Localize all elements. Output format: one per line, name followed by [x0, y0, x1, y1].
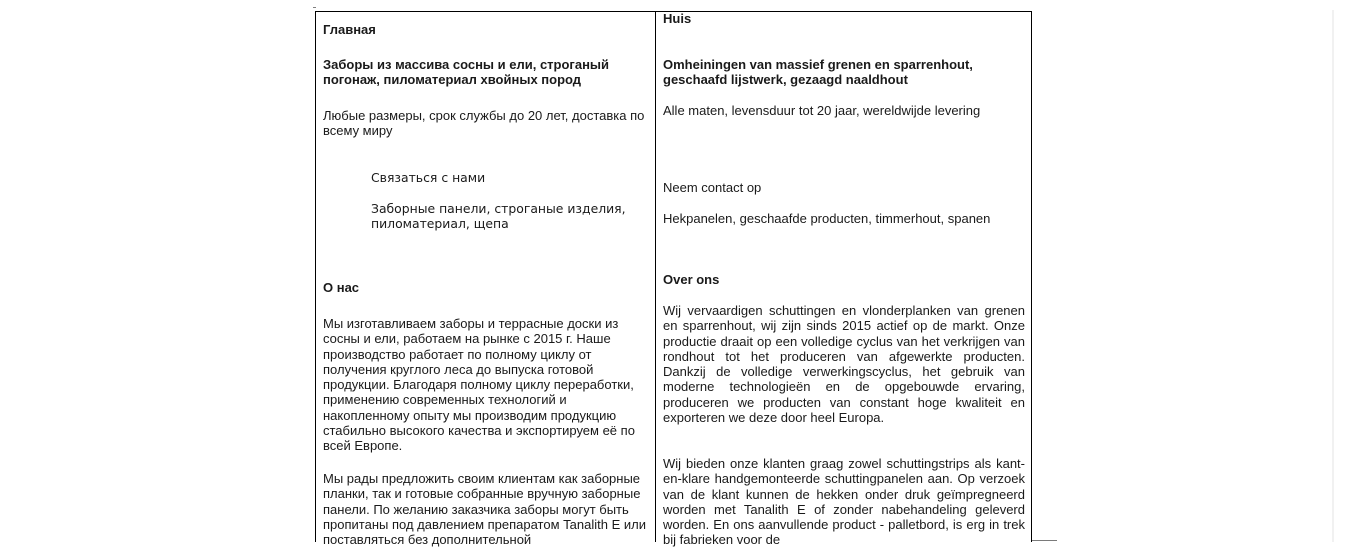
about-paragraph-1: Wij vervaardigen schuttingen en vlonderplanken van grenen en sparrenhout, wij zijn sinds 2015 actief op de markt. Onze productie draait op een volledige cyclus van het verkrijgen van rondhout tot het produceren van afgewerkte producten. Dankzij de volledige verwerkingscyclus, het gebruik van moderne technologieën en de opgebouwde ervaring, produceren we producten van constant hoge kwaliteit en exporteren we deze door heel Europa. [663, 303, 1025, 426]
contact-link[interactable]: Neem contact op [663, 180, 762, 195]
page-title: Huis [663, 11, 692, 26]
products-line: Hekpanelen, geschaafde producten, timmerhout, spanen [663, 211, 991, 226]
hero-subtitle: Любые размеры, срок службы до 20 лет, доставка по всему миру [323, 108, 645, 139]
products-line: Заборные панели, строганые изделия, пиломатериал, щепа [371, 201, 626, 232]
hero-heading: Omheiningen van massief grenen en sparrenhout, geschaafd lijstwerk, gezaagd naaldhout [663, 57, 973, 88]
about-heading: Over ons [663, 272, 720, 287]
about-paragraph-2: Мы рады предложить своим клиентам как заборные планки, так и готовые собранные вручную заборные панели. По желанию заказчика заборы могут быть пропитаны под давлением препаратом Tanalith E или поставляться без дополнительной [323, 471, 646, 548]
page-title: Главная [323, 22, 376, 37]
about-paragraph-1: Мы изготавливаем заборы и террасные доски из сосны и ели, работаем на рынке с 2015 г. Наше производство работает по полному циклу от получения круглого леса до выпуска готовой продукции. Благодаря полному циклу переработки, применению современных технологий и накопленному опыту мы производим продукцию стабильно высокого качества и экспортируем её по всей Европе. [323, 316, 635, 454]
table-column-divider [655, 11, 656, 542]
contact-link[interactable]: Связаться с нами [371, 170, 486, 185]
about-paragraph-2: Wij bieden onze klanten graag zowel schuttingstrips als kant-en-klare handgemonteerde schuttingpanelen aan. Op verzoek van de klant kunnen de hekken onder druk geïmpregneerd worden met Tanalith E of zonder nabehandeling geleverd worden. En ons aanvullende product - palletbord, is erg in trek bij fabrieken voor de [663, 456, 1025, 548]
hero-subtitle: Alle maten, levensduur tot 20 jaar, wereldwijde levering [663, 103, 981, 118]
page-break-marker [1032, 540, 1057, 541]
table-border-right [1031, 11, 1032, 542]
scrollbar-track[interactable] [1332, 10, 1334, 542]
table-border-left [315, 11, 316, 542]
about-heading: О нас [323, 280, 360, 295]
page-corner-mark [313, 7, 316, 8]
hero-heading: Заборы из массива сосны и ели, строганый погонаж, пиломатериал хвойных пород [323, 57, 610, 88]
